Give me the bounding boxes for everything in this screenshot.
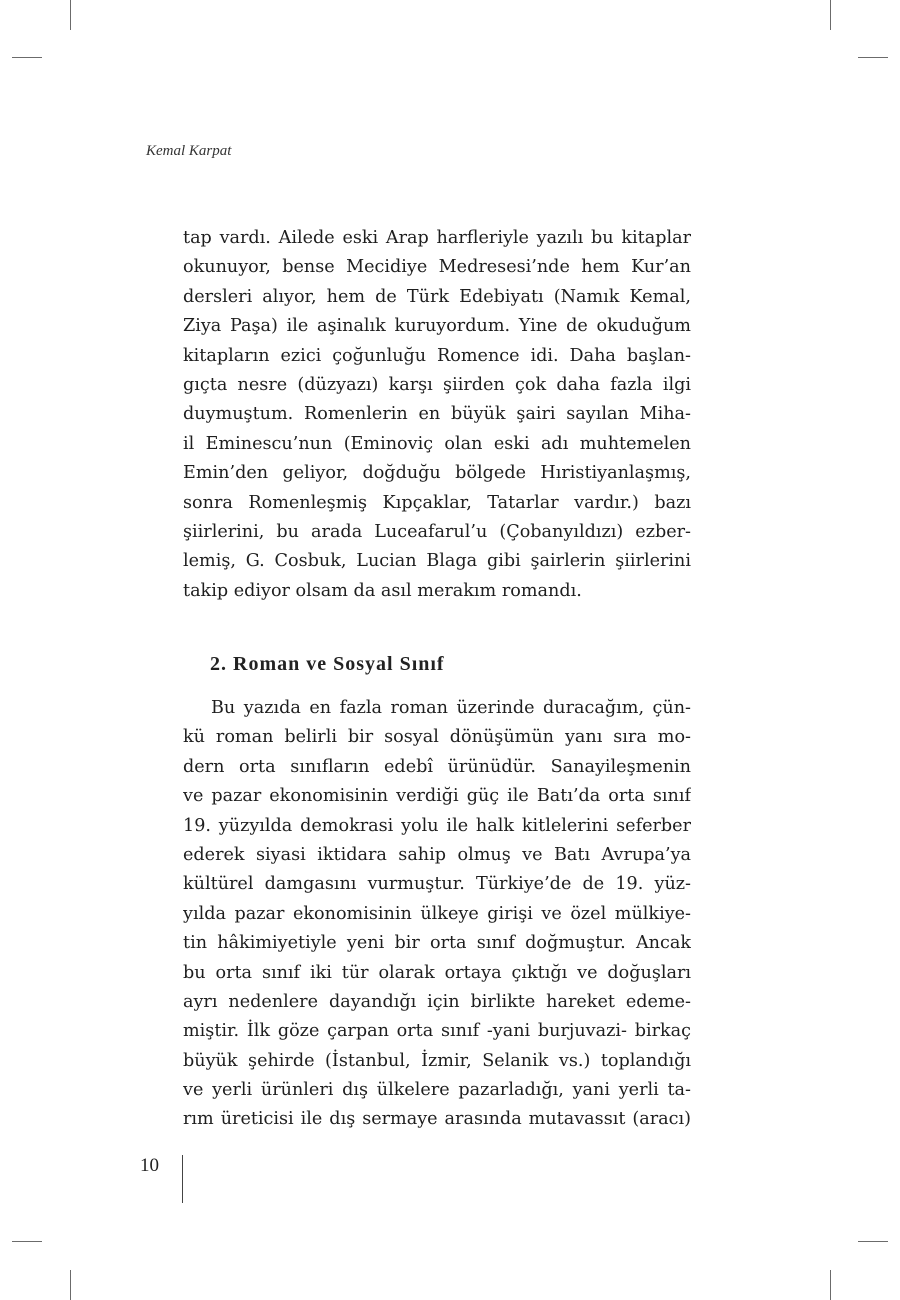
paragraph-line: ve pazar ekonomisinin verdiği güç ile Batı’da orta sınıf	[183, 786, 691, 807]
paragraph-line: ve yerli ürünleri dış ülkelere pazarladığı, yani yerli ta-	[183, 1080, 691, 1101]
paragraph-line: büyük şehirde (İstanbul, İzmir, Selanik vs.) toplandığı	[183, 1050, 691, 1071]
crop-mark-top-left	[70, 0, 71, 30]
paragraph-line: il Eminescu’nun (Eminoviç olan eski adı muhtemelen	[183, 433, 691, 454]
crop-mark-right-bottom	[858, 1241, 888, 1242]
paragraph-line: yılda pazar ekonomisinin ülkeye girişi ve özel mülkiye-	[183, 903, 691, 924]
section-heading: 2. Roman ve Sosyal Sınıf	[210, 653, 445, 675]
crop-mark-right-top	[858, 57, 888, 58]
paragraph-line: takip ediyor olsam da asıl merakım romandı.	[183, 580, 582, 601]
paragraph-line: şiirlerini, bu arada Luceafarul’u (Çobanyıldızı) ezber-	[183, 521, 691, 542]
page-number-rule	[182, 1155, 183, 1203]
paragraph-line: dersleri alıyor, hem de Türk Edebiyatı (Namık Kemal,	[183, 286, 691, 307]
crop-mark-bottom-right	[830, 1270, 831, 1300]
crop-mark-bottom-left	[70, 1270, 71, 1300]
paragraph-line: lemiş, G. Cosbuk, Lucian Blaga gibi şairlerin şiirlerini	[183, 551, 691, 572]
paragraph-line: tap vardı. Ailede eski Arap harfleriyle yazılı bu kitaplar	[183, 228, 691, 248]
paragraph-line: ayrı nedenlere dayandığı için birlikte hareket edeme-	[183, 991, 691, 1012]
paragraph-line: bu orta sınıf iki tür olarak ortaya çıktığı ve doğuşları	[183, 962, 691, 983]
paragraph-line: okunuyor, bense Mecidiye Medresesi’nde hem Kur’an	[183, 257, 691, 278]
paragraph-line: rım üreticisi ile dış sermaye arasında mutavassıt (aracı)	[183, 1109, 691, 1130]
paragraph-line: 19. yüzyılda demokrasi yolu ile halk kitlelerini seferber	[183, 815, 691, 836]
paragraph-1	[183, 224, 691, 606]
paragraph-line: kültürel damgasını vurmuştur. Türkiye’de de 19. yüz-	[183, 874, 691, 895]
paragraph-line: miştir. İlk göze çarpan orta sınıf -yani burjuvazi- birkaç	[183, 1021, 691, 1042]
crop-mark-top-right	[830, 0, 831, 30]
paragraph-line: duymuştum. Romenlerin en büyük şairi sayılan Miha-	[183, 404, 691, 425]
paragraph-line: sonra Romenleşmiş Kıpçaklar, Tatarlar vardır.) bazı	[183, 492, 691, 513]
paragraph-line: ederek siyasi iktidara sahip olmuş ve Batı Avrupa’ya	[183, 844, 691, 865]
paragraph-line: tin hâkimiyetiyle yeni bir orta sınıf doğmuştur. Ancak	[183, 933, 691, 954]
paragraph-line: kü roman belirli bir sosyal dönüşümün yanı sıra mo-	[183, 727, 691, 748]
paragraph-line: dern orta sınıfların edebî ürünüdür. Sanayileşmenin	[183, 756, 691, 777]
page-number: 10	[140, 1155, 159, 1176]
running-header: Kemal Karpat	[146, 143, 232, 159]
paragraph-line: Ziya Paşa) ile aşinalık kuruyordum. Yine de okuduğum	[183, 316, 691, 337]
paragraph-line: Emin’den geliyor, doğduğu bölgede Hıristiyanlaşmış,	[183, 463, 691, 484]
paragraph-2	[183, 694, 691, 1135]
paragraph-line: gıçta nesre (düzyazı) karşı şiirden çok daha fazla ilgi	[183, 374, 691, 395]
paragraph-line: Bu yazıda en fazla roman üzerinde duracağım, çün-	[211, 698, 691, 718]
crop-mark-left-bottom	[12, 1241, 42, 1242]
crop-mark-left-top	[12, 57, 42, 58]
paragraph-line: kitapların ezici çoğunluğu Romence idi. Daha başlan-	[183, 345, 691, 366]
